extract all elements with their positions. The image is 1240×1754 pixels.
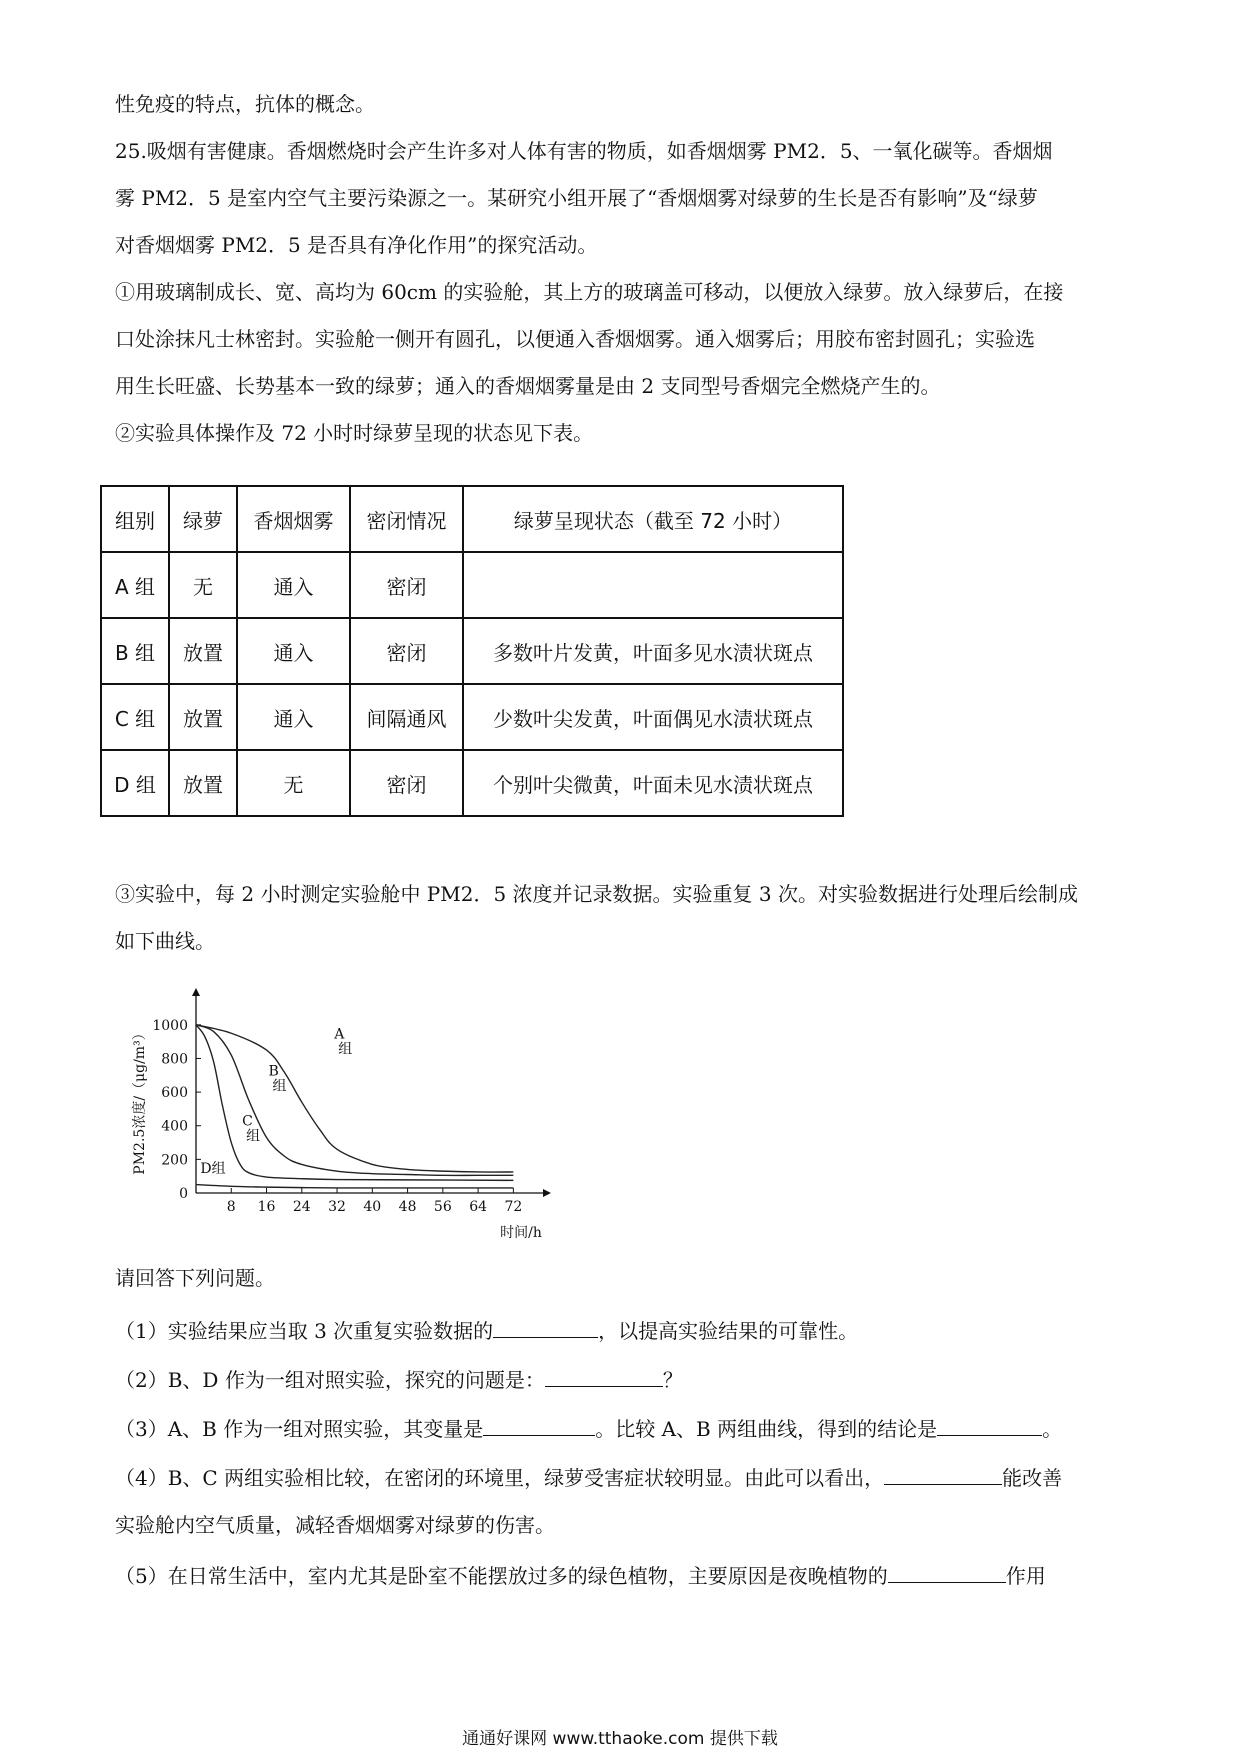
x-tick-label: 40: [363, 1199, 382, 1215]
question-5-text: （5）在日常生活中，室内尤其是卧室不能摆放过多的绿色植物，主要原因是夜晚植物的: [115, 1564, 888, 1588]
question-25-intro-3: 对香烟烟雾 PM2．5 是否具有净化作用”的探究活动。: [115, 233, 598, 257]
table-row: [101, 750, 843, 816]
table-cell: [463, 552, 843, 618]
series-label: B 组: [268, 1063, 287, 1095]
x-tick-label: 16: [257, 1199, 276, 1215]
x-tick-label: 8: [226, 1199, 236, 1215]
table-header: 绿萝: [169, 486, 237, 552]
table-row: [101, 552, 843, 618]
x-tick-label: 24: [292, 1199, 311, 1215]
question-3-text-mid: 。比较 A、B 两组曲线，得到的结论是: [595, 1417, 938, 1441]
question-3-text-end: 。: [1042, 1417, 1063, 1441]
x-tick-label: 48: [398, 1199, 417, 1215]
table-cell: 通入: [237, 618, 350, 684]
x-axis-arrow: [543, 1189, 551, 1197]
table-cell: 通入: [237, 684, 350, 750]
table-header-row: [101, 486, 843, 552]
question-2-text: （2）B、D 作为一组对照实验，探究的问题是：: [115, 1368, 545, 1392]
answer-blank-3b[interactable]: [937, 1413, 1042, 1436]
question-2: [115, 1364, 683, 1394]
x-axis-label: 时间/h: [500, 1225, 542, 1240]
series-label: C 组: [242, 1113, 261, 1145]
question-1-text-end: ，以提高实验结果的可靠性。: [598, 1319, 859, 1343]
y-tick-label: 600: [161, 1085, 188, 1102]
question-1: [115, 1315, 858, 1345]
table-cell: 间隔通风: [350, 684, 463, 750]
y-tick-label: 1000: [152, 1017, 188, 1034]
y-tick-label: 400: [161, 1118, 188, 1135]
table-cell: C 组: [101, 684, 169, 750]
table-cell: 少数叶尖发黄，叶面偶见水渍状斑点: [463, 684, 843, 750]
x-tick-label: 32: [328, 1199, 346, 1215]
question-4-line-2: 实验舱内空气质量，减轻香烟烟雾对绿萝的伤害。: [115, 1513, 555, 1537]
question-2-text-end: ？: [662, 1368, 683, 1392]
series-line-C组: [196, 1025, 513, 1181]
step-1-line-1: ①用玻璃制成长、宽、高均为 60cm 的实验舱，其上方的玻璃盖可移动，以便放入绿萝。放入绿萝后，在接: [115, 280, 1064, 304]
table-cell: 个别叶尖微黄，叶面未见水渍状斑点: [463, 750, 843, 816]
table-row: [101, 618, 843, 684]
answer-blank-4[interactable]: [884, 1462, 1002, 1485]
series-line-A组: [196, 1025, 513, 1172]
question-4-text-end: 能改善: [1002, 1466, 1063, 1490]
table-cell: 通入: [237, 552, 350, 618]
y-tick-label: 800: [161, 1051, 188, 1068]
question-4-text: （4）B、C 两组实验相比较，在密闭的环境里，绿萝受害症状较明显。由此可以看出，: [115, 1466, 885, 1490]
step-3-line-1: ③实验中，每 2 小时测定实验舱中 PM2．5 浓度并记录数据。实验重复 3 次。对实验数据进行处理后绘制成: [115, 882, 1078, 906]
table-cell: 密闭: [350, 618, 463, 684]
table-cell: 无: [169, 552, 237, 618]
y-axis-arrow: [192, 988, 200, 996]
table-cell: 放置: [169, 750, 237, 816]
table-header: 组别: [101, 486, 169, 552]
question-25-intro-1: 25.吸烟有害健康。香烟燃烧时会产生许多对人体有害的物质，如香烟烟雾 PM2．5、一氧化碳等。香烟烟: [115, 139, 1053, 163]
table-row: [101, 684, 843, 750]
series-line-D组: [196, 1185, 513, 1188]
table-header: 密闭情况: [350, 486, 463, 552]
y-tick-label: 0: [179, 1186, 188, 1202]
table-cell: 多数叶片发黄，叶面多见水渍状斑点: [463, 618, 843, 684]
answer-blank-5[interactable]: [888, 1560, 1006, 1583]
table-cell: B 组: [101, 618, 169, 684]
series-label: A 组: [334, 1026, 353, 1058]
question-3: [115, 1413, 1062, 1443]
table-cell: 放置: [169, 618, 237, 684]
table-header: 香烟烟雾: [237, 486, 350, 552]
x-tick-label: 64: [469, 1199, 488, 1215]
step-2-line: ②实验具体操作及 72 小时时绿萝呈现的状态见下表。: [115, 421, 594, 445]
answer-blank-3a[interactable]: [483, 1413, 595, 1436]
y-tick-label: 200: [161, 1152, 188, 1169]
step-1-line-2: 口处涂抹凡士林密封。实验舱一侧开有圆孔，以便通入香烟烟雾。通入烟雾后；用胶布密封圆孔；实验选: [115, 327, 1035, 351]
table-cell: A 组: [101, 552, 169, 618]
table-cell: 放置: [169, 684, 237, 750]
step-1-line-3: 用生长旺盛、长势基本一致的绿萝；通入的香烟烟雾量是由 2 支同型号香烟完全燃烧产生的。: [115, 374, 941, 398]
x-tick-label: 56: [433, 1199, 452, 1215]
question-1-text: （1）实验结果应当取 3 次重复实验数据的: [115, 1319, 494, 1343]
table-cell: 密闭: [350, 750, 463, 816]
table-cell: 无: [237, 750, 350, 816]
series-line-B组: [196, 1025, 513, 1176]
question-4: [115, 1462, 1062, 1492]
question-25-intro-2: 雾 PM2．5 是室内空气主要污染源之一。某研究小组开展了“香烟烟雾对绿萝的生长是否有影响”及“绿萝: [115, 186, 1038, 210]
page-footer: 通通好课网 www.tthaoke.com 提供下载: [462, 1729, 778, 1749]
x-tick-label: 72: [504, 1199, 523, 1215]
answer-prompt: 请回答下列问题。: [115, 1266, 275, 1290]
answer-blank-2[interactable]: [545, 1364, 663, 1387]
table-cell: D 组: [101, 750, 169, 816]
step-3-line-2: 如下曲线。: [115, 929, 215, 953]
table-header: 绿萝呈现状态（截至 72 小时）: [463, 486, 843, 552]
pm25-line-chart: [110, 985, 570, 1240]
experiment-table: [100, 485, 844, 817]
question-5: [115, 1560, 1046, 1590]
y-axis-label: PM2.5浓度/（μg/m³）: [132, 1026, 148, 1175]
table-cell: 密闭: [350, 552, 463, 618]
answer-blank-1[interactable]: [493, 1315, 598, 1338]
question-3-text: （3）A、B 作为一组对照实验，其变量是: [115, 1417, 484, 1441]
series-label: D组: [200, 1160, 226, 1177]
question-5-text-end: 作用: [1005, 1564, 1046, 1588]
text-line-1: 性免疫的特点，抗体的概念。: [115, 92, 375, 116]
